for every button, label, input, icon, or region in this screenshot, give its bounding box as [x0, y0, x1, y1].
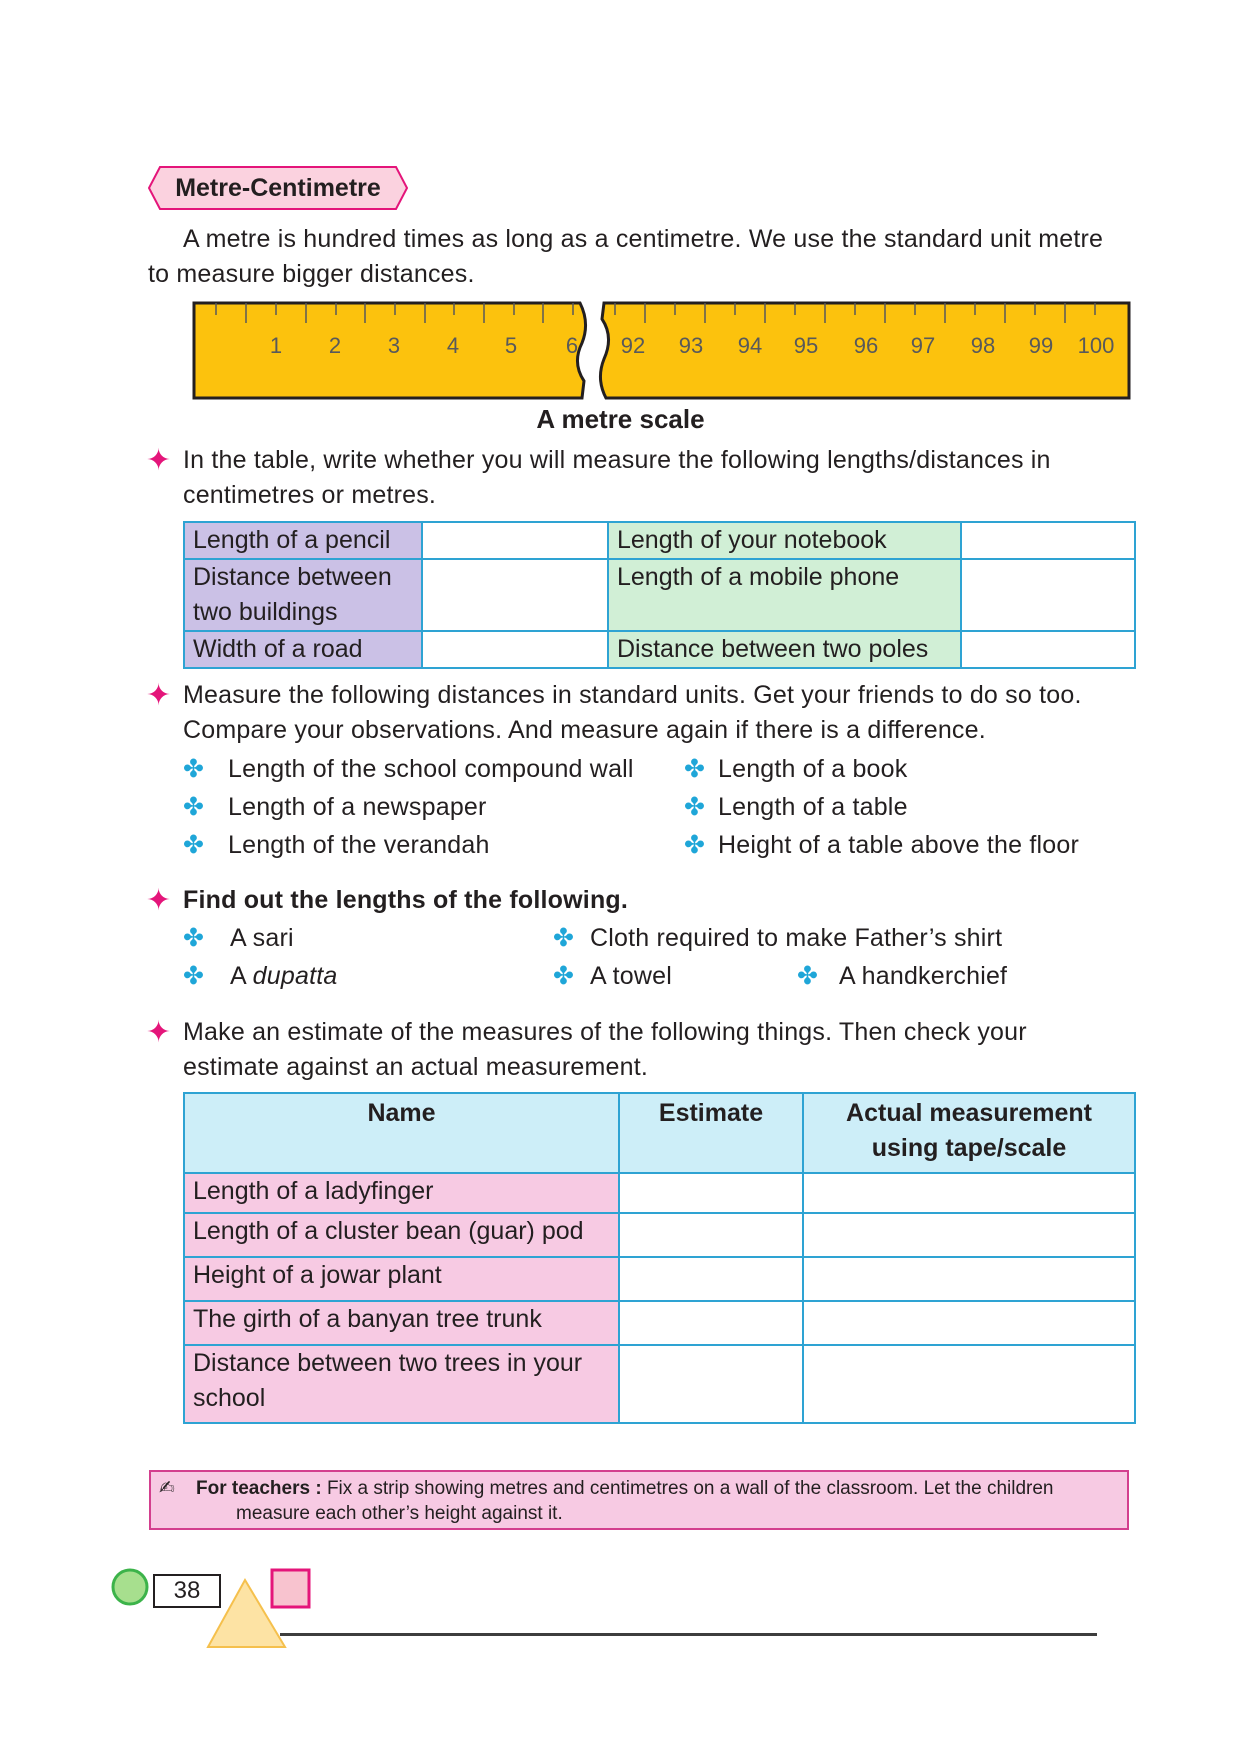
table-row — [184, 1173, 1135, 1213]
estimate-table — [183, 1092, 1136, 1424]
table-cell — [184, 559, 422, 631]
task2-line-2: Compare your observations. And measure again if there is a difference. — [183, 716, 986, 744]
task2-line-1: Measure the following distances in standard units. Get your friends to do so too. — [183, 681, 1082, 709]
table-cell: Length of your notebook — [608, 522, 961, 559]
ruler-number: 4 — [446, 333, 460, 358]
actual-cell[interactable] — [803, 1301, 1135, 1345]
actual-cell[interactable] — [803, 1345, 1135, 1423]
ruler-number: 100 — [1077, 333, 1115, 358]
list-item: A handkerchief — [839, 962, 1008, 990]
star-bullet-icon: ✦ — [146, 884, 172, 917]
clover-bullet-icon: ✤ — [684, 831, 705, 859]
page-number: 38 — [153, 1574, 221, 1608]
teacher-note-label: For teachers : — [196, 1478, 322, 1499]
intro-line-1: A metre is hundred times as long as a centimetre. We use the standard unit metre — [183, 225, 1104, 253]
intro-line-2: to measure bigger distances. — [148, 260, 475, 288]
table-row — [184, 522, 1135, 559]
list-item: Length of a table — [718, 793, 908, 821]
estimate-cell[interactable] — [619, 1301, 803, 1345]
answer-cell[interactable] — [422, 559, 608, 631]
star-bullet-icon: ✦ — [146, 444, 172, 477]
ruler-caption: A metre scale — [536, 404, 705, 434]
answer-cell[interactable] — [961, 522, 1135, 559]
list-item: Length of the school compound wall — [228, 755, 634, 783]
estimate-cell[interactable] — [619, 1345, 803, 1423]
teacher-note-box — [149, 1470, 1129, 1530]
ruler-number: 98 — [970, 333, 996, 358]
ruler-number: 95 — [793, 333, 819, 358]
header-name: Name — [184, 1093, 619, 1173]
header-actual — [803, 1093, 1135, 1173]
task1-line-2: centimetres or metres. — [183, 481, 437, 509]
ruler-number: 96 — [853, 333, 879, 358]
teacher-note-line-2: measure each other’s height against it. — [236, 1503, 563, 1524]
list-item: Length of a newspaper — [228, 793, 487, 821]
clover-bullet-icon: ✤ — [684, 755, 705, 783]
table-row — [184, 1213, 1135, 1257]
clover-bullet-icon: ✤ — [183, 755, 204, 783]
ruler-number: 92 — [620, 333, 646, 358]
answer-cell[interactable] — [961, 559, 1135, 631]
section-heading: Metre-Centimetre — [175, 174, 381, 202]
header-actual-line: using tape/scale — [871, 1134, 1067, 1162]
table-cell-line: school — [193, 1384, 266, 1412]
task1-line-1: In the table, write whether you will measure the following lengths/distances in — [183, 446, 1051, 474]
table-row — [184, 559, 1135, 631]
clover-bullet-icon: ✤ — [553, 962, 574, 990]
table-header-row — [184, 1093, 1135, 1173]
clover-bullet-icon: ✤ — [797, 962, 818, 990]
star-bullet-icon: ✦ — [146, 1016, 172, 1049]
teacher-note-line-1 — [196, 1476, 1121, 1501]
table-cell: Length of a ladyfinger — [184, 1173, 619, 1213]
table-row — [184, 631, 1135, 668]
list-item: Height of a table above the floor — [718, 831, 1080, 859]
table-cell: Length of a cluster bean (guar) pod — [184, 1213, 619, 1257]
star-bullet-icon: ✦ — [146, 679, 172, 712]
clover-bullet-icon: ✤ — [183, 962, 204, 990]
task4-line-1: Make an estimate of the measures of the following things. Then check your — [183, 1018, 1027, 1046]
estimate-cell[interactable] — [619, 1213, 803, 1257]
list-item: Cloth required to make Father’s shirt — [590, 924, 1003, 952]
section-heading-tag — [148, 166, 408, 210]
table-cell: Distance between two poles — [608, 631, 961, 668]
list-item: Length of the verandah — [228, 831, 490, 859]
task3-title: Find out the lengths of the following. — [183, 886, 629, 914]
task4-line-2: estimate against an actual measurement. — [183, 1053, 648, 1081]
ruler-number: 97 — [910, 333, 936, 358]
clover-bullet-icon: ✤ — [183, 793, 204, 821]
list-item: A sari — [230, 924, 294, 952]
table-cell: Height of a jowar plant — [184, 1257, 619, 1301]
ruler-number: 94 — [737, 333, 763, 358]
ruler-number: 93 — [678, 333, 704, 358]
table-row — [184, 1345, 1135, 1423]
answer-cell[interactable] — [961, 631, 1135, 668]
list-item-italic-word: dupatta — [252, 962, 338, 990]
answer-cell[interactable] — [422, 631, 608, 668]
actual-cell[interactable] — [803, 1257, 1135, 1301]
list-item-article: A — [230, 962, 246, 990]
table-row — [184, 1257, 1135, 1301]
table-cell: Width of a road — [184, 631, 422, 668]
units-table — [183, 521, 1136, 669]
ruler-number: 2 — [328, 333, 342, 358]
ruler-number: 5 — [504, 333, 518, 358]
clover-bullet-icon: ✤ — [684, 793, 705, 821]
footer-rule — [280, 1633, 1097, 1636]
list-item — [230, 959, 337, 994]
table-cell — [184, 1345, 619, 1423]
clover-bullet-icon: ✤ — [183, 924, 204, 952]
table-row — [184, 1301, 1135, 1345]
metre-scale-illustration — [192, 301, 1132, 401]
list-item: A towel — [590, 962, 673, 990]
table-cell-line: two buildings — [193, 598, 338, 626]
header-estimate: Estimate — [619, 1093, 803, 1173]
answer-cell[interactable] — [422, 522, 608, 559]
estimate-cell[interactable] — [619, 1173, 803, 1213]
header-actual-line: Actual measurement — [846, 1099, 1092, 1127]
clover-bullet-icon: ✤ — [183, 831, 204, 859]
actual-cell[interactable] — [803, 1173, 1135, 1213]
ruler-number: 1 — [269, 333, 283, 358]
table-cell: Length of a pencil — [184, 522, 422, 559]
teacher-note-text: Fix a strip showing metres and centimetres on a wall of the classroom. Let the children — [326, 1478, 1054, 1499]
list-item: Length of a book — [718, 755, 908, 783]
table-cell: Length of a mobile phone — [608, 559, 961, 631]
pencil-hand-icon: ✍ — [159, 1478, 175, 1499]
ruler-number: 3 — [387, 333, 401, 358]
table-cell-line: Distance between — [193, 563, 392, 591]
ruler-number: 6 — [565, 333, 579, 358]
table-cell: The girth of a banyan tree trunk — [184, 1301, 619, 1345]
clover-bullet-icon: ✤ — [553, 924, 574, 952]
estimate-cell[interactable] — [619, 1257, 803, 1301]
actual-cell[interactable] — [803, 1213, 1135, 1257]
ruler-number: 99 — [1028, 333, 1054, 358]
table-cell-line: Distance between two trees in your — [193, 1349, 583, 1377]
